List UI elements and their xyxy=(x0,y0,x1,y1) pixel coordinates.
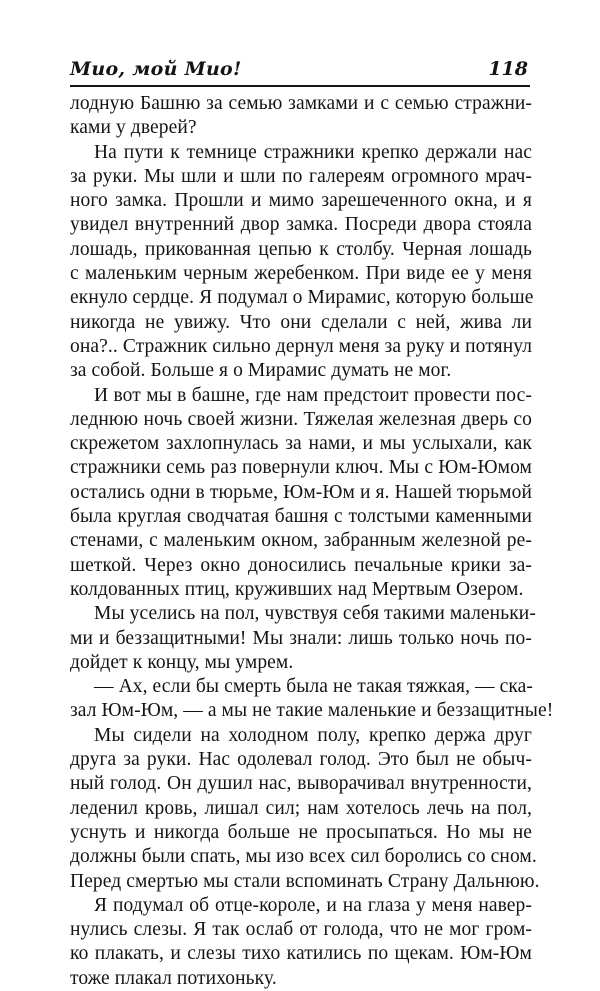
text-line: уснуть и никогда больше не просыпаться. Но мы не xyxy=(70,821,532,843)
text-line: зал Юм-Юм, — а мы не такие маленькие и беззащитные! xyxy=(70,700,554,722)
text-line: колдованных птиц, круживших над Мертвым Озером. xyxy=(70,578,524,600)
paragraph xyxy=(70,141,532,384)
running-head xyxy=(70,58,530,84)
text-line: дойдет к концу, мы умрем. xyxy=(70,651,294,673)
text-line: должны были спать, мы изо всех сил боролись со сном. xyxy=(70,846,537,868)
paragraph xyxy=(70,675,554,724)
text-line: — Ах, если бы смерть была не такая тяжкая, — ска- xyxy=(94,676,533,698)
text-line: стражники семь раз повернули ключ. Мы с Юм-Юмом xyxy=(70,457,532,479)
text-line: нулись слезы. Я так ослаб от голода, что не мог гром- xyxy=(70,919,532,941)
text-line: была круглая сводчатая башня с толстыми каменными xyxy=(70,506,532,528)
text-line: лошадь, прикованная цепью к столбу. Черная лошадь xyxy=(70,238,532,260)
text-line: за собой. Больше я о Мирамис думать не мог. xyxy=(70,360,452,382)
text-line: за руки. Мы шли и шли по галереям огромного мрач- xyxy=(70,165,532,187)
text-line: друга за руки. Нас одолевал голод. Это был не обыч- xyxy=(70,749,532,771)
text-line: тоже плакал потихоньку. xyxy=(70,967,277,989)
text-line: скрежетом захлопнулась за нами, и мы услыхали, как xyxy=(70,433,532,455)
text-line: ками у дверей? xyxy=(70,117,197,139)
text-line: лодную Башню за семью замками и с семью стражни- xyxy=(70,93,532,114)
text-line: с маленьким черным жеребенком. При виде ее у меня xyxy=(70,263,532,285)
text-line: И вот мы в башне, где нам предстоит провести пос- xyxy=(94,384,532,406)
paragraph xyxy=(70,602,536,675)
text-line: шеткой. Через окно доносились печальные крики за- xyxy=(70,554,532,576)
page-number: 118 xyxy=(488,58,528,80)
text-line: Перед смертью мы стали вспоминать Страну Дальнюю. xyxy=(70,870,540,892)
text-line: екнуло сердце. Я подумал о Мирамис, которую больше xyxy=(70,287,534,309)
running-title: Мио, мой Мио! xyxy=(70,58,242,80)
text-line: Я подумал об отце-короле, и на глаза у меня навер- xyxy=(94,894,532,916)
text-line: Мы уселись на пол, чувствуя себя такими маленьки- xyxy=(94,603,536,625)
paragraph xyxy=(70,724,540,894)
text-line: стенами, с маленьким окном, забранным железной ре- xyxy=(70,530,532,552)
paragraph xyxy=(70,894,532,991)
text-line: никогда не увижу. Что они сделали с ней, жива ли xyxy=(70,311,532,333)
text-line: На пути к темнице стражники крепко держали нас xyxy=(94,141,532,163)
body-text xyxy=(70,92,554,991)
text-line: ный голод. Он душил нас, выворачивал внутренности, xyxy=(70,773,532,795)
text-line: леденил кровь, лишал сил; нам хотелось лечь на пол, xyxy=(70,797,532,819)
text-line: она?.. Стражник сильно дернул меня за руку и потянул xyxy=(70,335,533,357)
text-line: ного замка. Прошли и мимо зарешеченного окна, и я xyxy=(70,190,532,212)
text-line: Мы сидели на холодном полу, крепко держа друг xyxy=(94,724,532,746)
paragraph xyxy=(70,384,532,603)
header-rule xyxy=(70,85,530,87)
text-line: ми и беззащитными! Мы знали: лишь только ночь по- xyxy=(70,627,532,649)
text-line: увидел внутренний двор замка. Посреди двора стояла xyxy=(70,214,532,236)
text-line: остались одни в тюрьме, Юм-Юм и я. Нашей тюрьмой xyxy=(70,481,532,503)
text-line: ко плакать, и слезы тихо катились по щекам. Юм-Юм xyxy=(70,943,532,965)
paragraph xyxy=(70,92,532,141)
text-line: леднюю ночь своей жизни. Тяжелая железная дверь со xyxy=(70,408,532,430)
